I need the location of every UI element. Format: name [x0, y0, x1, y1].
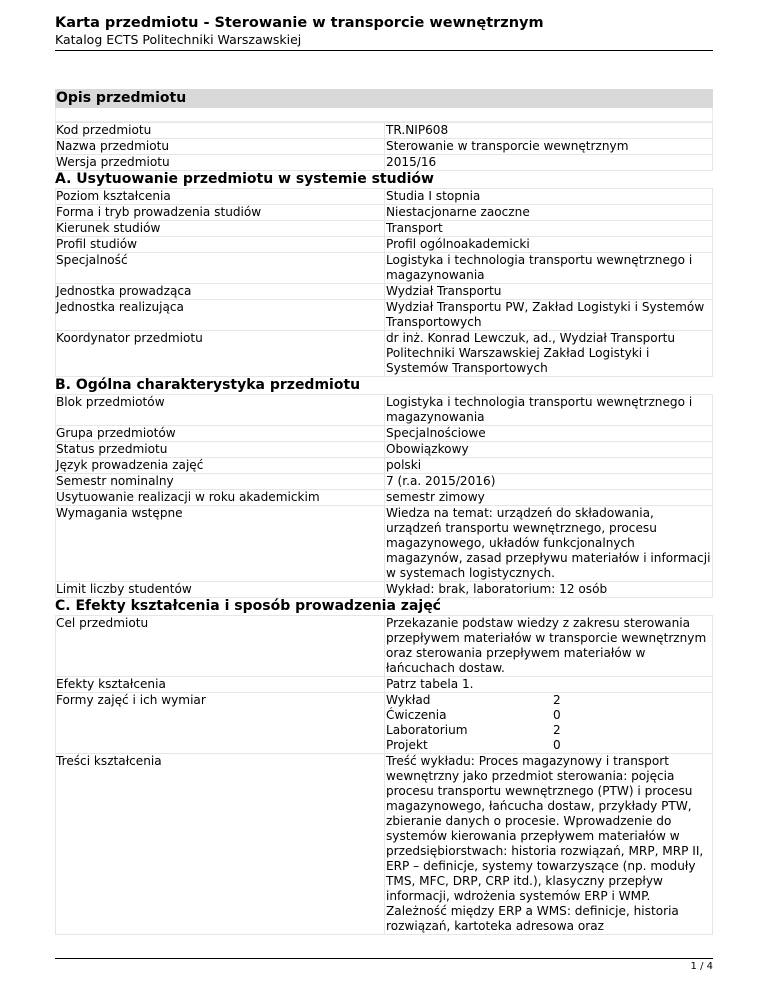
row-label: Nazwa przedmiotu	[56, 139, 385, 155]
row-label: Język prowadzenia zajęć	[56, 458, 385, 474]
section-c-heading: C. Efekty kształcenia i sposób prowadzenia zajęć	[55, 598, 441, 614]
form-hours: 0	[553, 708, 561, 722]
section-b-heading: B. Ogólna charakterystyka przedmiotu	[55, 377, 361, 393]
opis-table	[55, 122, 713, 171]
row-value: Wiedza na temat: urządzeń do składowania, urządzeń transportu wewnętrznego, procesu magazynowego, układów funkcjonalnych magazynów, zasad przepływu materiałów i informacji w systemach logistycznych.	[385, 506, 713, 582]
row-label: Treści kształcenia	[56, 754, 385, 935]
section-c-table	[55, 615, 713, 935]
row-value: Transport	[385, 221, 713, 237]
table-row	[56, 205, 713, 221]
table-row	[56, 331, 713, 377]
table-row	[56, 490, 713, 506]
table-row	[56, 395, 713, 426]
form-row	[386, 708, 712, 723]
opis-heading: Opis przedmiotu	[55, 89, 713, 108]
row-label: Kierunek studiów	[56, 221, 385, 237]
table-row	[56, 754, 713, 935]
table-row	[56, 677, 713, 693]
form-name: Projekt	[386, 738, 428, 752]
form-row	[386, 693, 712, 708]
form-name: Laboratorium	[386, 723, 468, 737]
table-row	[56, 506, 713, 582]
section-a-table	[55, 188, 713, 377]
row-value: Sterowanie w transporcie wewnętrznym	[385, 139, 713, 155]
table-row	[56, 189, 713, 205]
page-number: 1 / 4	[690, 961, 713, 972]
row-label: Specjalność	[56, 253, 385, 284]
form-hours: 2	[553, 723, 561, 737]
row-value: Specjalnościowe	[385, 426, 713, 442]
table-row	[56, 300, 713, 331]
table-row	[56, 474, 713, 490]
table-row	[56, 426, 713, 442]
row-value: Wydział Transportu PW, Zakład Logistyki i Systemów Transportowych	[385, 300, 713, 331]
section-b-table	[55, 394, 713, 598]
row-value: Logistyka i technologia transportu wewnętrznego i magazynowania	[385, 253, 713, 284]
section-a-heading: A. Usytuowanie przedmiotu w systemie studiów	[55, 171, 434, 187]
row-label: Blok przedmiotów	[56, 395, 385, 426]
forms-list	[385, 693, 713, 754]
row-label: Formy zajęć i ich wymiar	[56, 693, 385, 754]
row-value: 2015/16	[385, 155, 713, 171]
table-row	[56, 139, 713, 155]
form-row	[386, 738, 712, 753]
course-card	[55, 89, 713, 935]
spacer	[55, 108, 713, 122]
row-value: Studia I stopnia	[385, 189, 713, 205]
table-row	[56, 582, 713, 598]
row-label: Limit liczby studentów	[56, 582, 385, 598]
row-value: Obowiązkowy	[385, 442, 713, 458]
table-row	[56, 237, 713, 253]
page-header	[55, 14, 713, 48]
row-value: dr inż. Konrad Lewczuk, ad., Wydział Transportu Politechniki Warszawskiej Zakład Logistyki i Systemów Transportowych	[385, 331, 713, 377]
table-row	[56, 442, 713, 458]
row-label: Efekty kształcenia	[56, 677, 385, 693]
table-row	[56, 458, 713, 474]
row-value: polski	[385, 458, 713, 474]
table-row	[56, 616, 713, 677]
document-title: Karta przedmiotu - Sterowanie w transporcie wewnętrznym	[55, 15, 544, 31]
row-value: TR.NIP608	[385, 123, 713, 139]
document-subtitle: Katalog ECTS Politechniki Warszawskiej	[55, 32, 302, 47]
form-name: Wykład	[386, 693, 431, 707]
row-value: Przekazanie podstaw wiedzy z zakresu sterowania przepływem materiałów w transporcie wewnętrznym oraz sterowania przepływem materiałów w łańcuchach dostaw.	[385, 616, 713, 677]
form-name: Ćwiczenia	[386, 708, 447, 722]
row-label: Wymagania wstępne	[56, 506, 385, 582]
row-label: Forma i tryb prowadzenia studiów	[56, 205, 385, 221]
row-label: Cel przedmiotu	[56, 616, 385, 677]
row-value: Treść wykładu: Proces magazynowy i transport wewnętrzny jako przedmiot sterowania: pojęcia procesu transportu wewnętrznego (PTW) i procesu magazynowego, łańcucha dostaw, przykłady PTW, zbieranie danych o procesie. Wprowadzenie do systemów kierowania przepływem materiałów w przedsiębiorstwach: historia rozwiązań, MRP, MRP II, ERP – definicje, systemy towarzyszące (np. moduły TMS, MFC, DRP, CRP itd.), klasyczny przepływ informacji, wdrożenia systemów ERP i WMP. Zależność między ERP a WMS: definicje, historia rozwiązań, kartoteka adresowa oraz	[385, 754, 713, 935]
row-value: Patrz tabela 1.	[385, 677, 713, 693]
table-row	[56, 155, 713, 171]
table-row	[56, 253, 713, 284]
row-label: Koordynator przedmiotu	[56, 331, 385, 377]
table-row	[56, 123, 713, 139]
row-value: Profil ogólnoakademicki	[385, 237, 713, 253]
row-label: Profil studiów	[56, 237, 385, 253]
row-label: Semestr nominalny	[56, 474, 385, 490]
row-value: Wydział Transportu	[385, 284, 713, 300]
row-value: Logistyka i technologia transportu wewnętrznego i magazynowania	[385, 395, 713, 426]
form-hours: 0	[553, 738, 561, 752]
row-label: Status przedmiotu	[56, 442, 385, 458]
row-label: Wersja przedmiotu	[56, 155, 385, 171]
table-row	[56, 693, 713, 754]
row-label: Kod przedmiotu	[56, 123, 385, 139]
row-label: Jednostka realizująca	[56, 300, 385, 331]
form-hours: 2	[553, 693, 561, 707]
row-label: Grupa przedmiotów	[56, 426, 385, 442]
row-value: semestr zimowy	[385, 490, 713, 506]
row-value: Niestacjonarne zaoczne	[385, 205, 713, 221]
row-label: Usytuowanie realizacji w roku akademickim	[56, 490, 385, 506]
row-value: 7 (r.a. 2015/2016)	[385, 474, 713, 490]
table-row	[56, 221, 713, 237]
table-row	[56, 284, 713, 300]
header-divider	[55, 50, 713, 51]
form-row	[386, 723, 712, 738]
footer-divider	[55, 958, 713, 959]
row-label: Jednostka prowadząca	[56, 284, 385, 300]
row-label: Poziom kształcenia	[56, 189, 385, 205]
row-value: Wykład: brak, laboratorium: 12 osób	[385, 582, 713, 598]
